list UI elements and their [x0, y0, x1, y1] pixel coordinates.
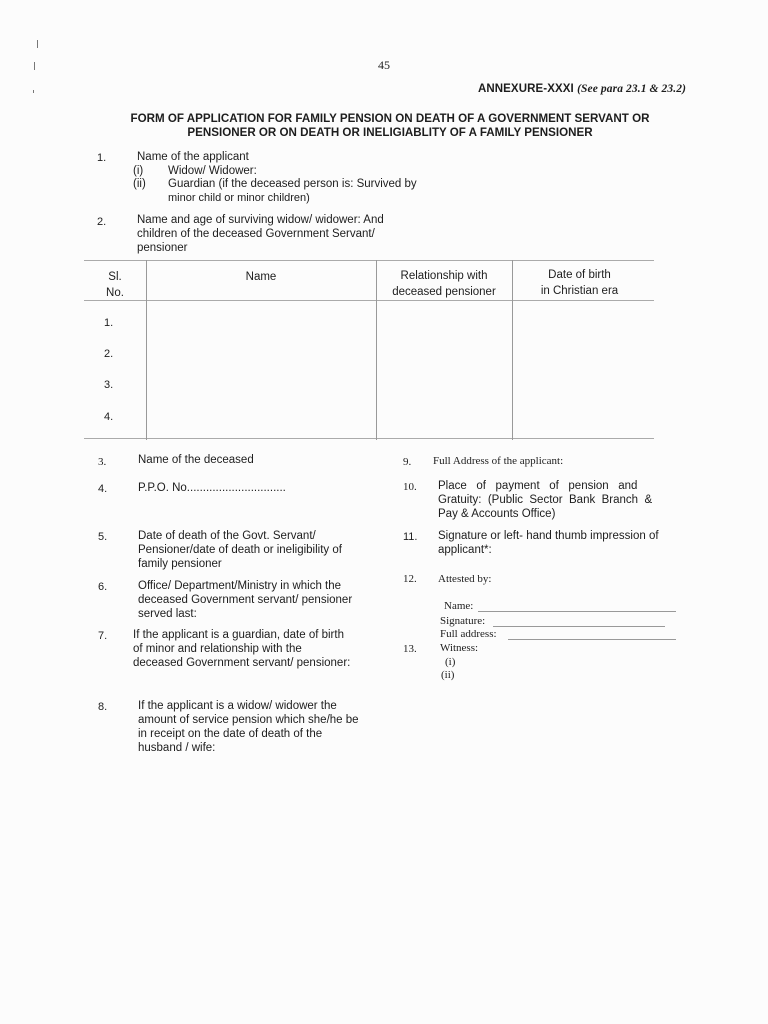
- scan-mark: [34, 62, 35, 70]
- attest-signature-line: [493, 626, 665, 627]
- header-line: No.: [106, 287, 124, 299]
- item-label: husband / wife:: [138, 742, 216, 754]
- sub-item-number: (i): [133, 165, 144, 177]
- item-number: 5.: [98, 531, 108, 543]
- scan-mark: [37, 40, 38, 48]
- item-label: Name of the deceased: [138, 454, 254, 466]
- column-header-date-of-birth: [512, 267, 647, 299]
- item-label: Office/ Department/Ministry in which the: [138, 580, 342, 592]
- item-label: Witness:: [440, 642, 479, 654]
- header-line: Name: [245, 271, 277, 283]
- item-label: Signature or left- hand thumb impression of: [438, 530, 659, 542]
- table-row-number: 2.: [104, 348, 114, 360]
- item-label: Name and age of surviving widow/ widower: And: [137, 214, 384, 226]
- item-label: Gratuity: (Public Sector Bank Branch &: [438, 494, 653, 506]
- item-label: Date of death of the Govt. Servant/: [138, 530, 316, 542]
- item-label: deceased Government servant/ pensioner:: [133, 657, 351, 669]
- attest-signature-label: Signature:: [440, 615, 486, 627]
- item-number: 6.: [98, 581, 108, 593]
- item-number: 12.: [403, 573, 417, 585]
- item-label: of minor and relationship with the: [133, 643, 302, 655]
- scan-mark: [33, 90, 34, 93]
- item-label: Place of payment of pension and: [438, 480, 638, 492]
- form-title-line: FORM OF APPLICATION FOR FAMILY PENSION ON DEATH OF A GOVERNMENT SERVANT OR: [130, 112, 650, 125]
- item-number: 13.: [403, 643, 417, 655]
- item-label: amount of service pension which she/he be: [138, 714, 359, 726]
- sub-item-number: (ii): [133, 178, 146, 190]
- item-number: 2.: [97, 216, 107, 228]
- item-label: applicant*:: [438, 544, 492, 556]
- item-label: Name of the applicant: [137, 151, 249, 163]
- dependents-table: [84, 260, 654, 440]
- witness-number: (ii): [441, 669, 455, 681]
- form-title: [80, 112, 700, 140]
- item-label: family pensioner: [138, 558, 222, 570]
- column-header-name: [146, 269, 376, 285]
- annexure-heading: [478, 83, 686, 95]
- form-title-line: PENSIONER OR ON DEATH OR INELIGIABLITY OF A FAMILY PENSIONER: [187, 126, 593, 139]
- table-row-number: 1.: [104, 317, 114, 329]
- attest-address-label: Full address:: [440, 628, 497, 640]
- item-number: 8.: [98, 701, 108, 713]
- sub-item-text: Guardian (if the deceased person is: Survived by: [168, 178, 417, 190]
- table-row-number: 3.: [104, 379, 114, 391]
- item-label: Pensioner/date of death or ineligibility of: [138, 544, 342, 556]
- witness-number: (i): [445, 656, 456, 668]
- item-label: P.P.O. No...............................: [138, 482, 286, 494]
- sub-item-text: Widow/ Widower:: [168, 165, 257, 177]
- item-label: children of the deceased Government Servant/: [137, 228, 375, 240]
- attest-name-line: [478, 611, 676, 612]
- item-label: Pay & Accounts Office): [438, 508, 556, 520]
- header-line: deceased pensioner: [392, 286, 496, 298]
- annexure-label: ANNEXURE-XXXI: [477, 83, 574, 95]
- page-number: 45: [378, 58, 390, 72]
- item-number: 1.: [97, 152, 107, 164]
- item-number: 3.: [98, 456, 107, 468]
- attest-address-line: [508, 639, 676, 640]
- item-label: served last:: [138, 608, 197, 620]
- item-label: Full Address of the applicant:: [433, 455, 564, 467]
- item-number: 4.: [98, 483, 108, 495]
- item-label: in receipt on the date of death of the: [138, 728, 323, 740]
- column-header-relationship: [376, 268, 512, 300]
- column-header-sl-no: [84, 269, 146, 301]
- item-number: 11.: [403, 531, 418, 543]
- attest-name-label: Name:: [444, 600, 474, 612]
- item-label: If the applicant is a guardian, date of birth: [133, 629, 344, 641]
- item-number: 7.: [98, 630, 108, 642]
- item-number: 9.: [403, 456, 412, 468]
- item-number: 10.: [403, 481, 417, 493]
- item-label: pensioner: [137, 242, 188, 254]
- header-line: Relationship with: [400, 270, 488, 282]
- item-label: If the applicant is a widow/ widower the: [138, 700, 337, 712]
- sub-item-text: minor child or minor children): [168, 192, 310, 204]
- annexure-reference: (See para 23.1 & 23.2): [577, 83, 686, 95]
- header-line: Date of birth: [548, 269, 611, 281]
- header-line: in Christian era: [540, 285, 619, 297]
- item-label: deceased Government servant/ pensioner: [138, 594, 353, 606]
- item-label: Attested by:: [438, 573, 492, 585]
- header-line: Sl.: [108, 271, 122, 283]
- table-row-number: 4.: [104, 411, 114, 423]
